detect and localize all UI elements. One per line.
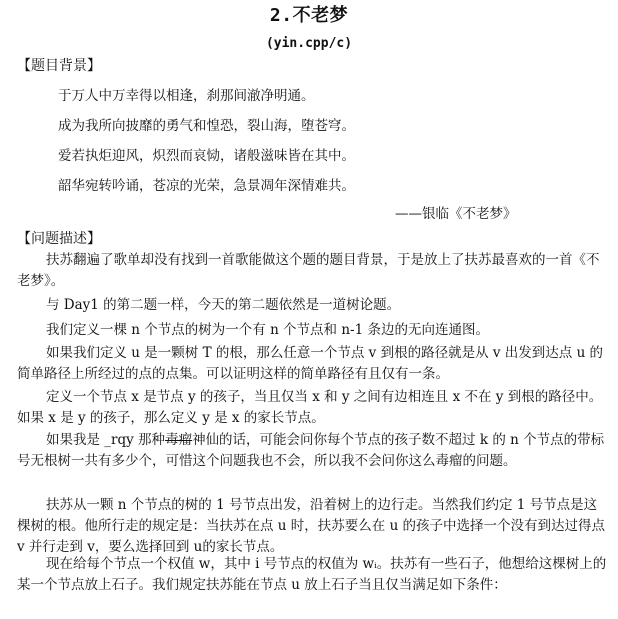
- poem-line: 韶华宛转吟诵，苍凉的光荣，急景凋年深情难共。: [58, 178, 355, 194]
- paragraph: 与 Day1 的第二题一样，今天的第二题依然是一道树论题。: [46, 297, 401, 313]
- paragraph: 现在给每个节点一个权值 w，其中 i 号节点的权值为 wᵢ。扶苏有一些石子，他想给这棵树上的某一个节点放上石子。我们规定扶苏能在节点 u 放上石子当且仅当满足如下条件：: [17, 556, 607, 593]
- problem-filename: (yin.cpp/c): [265, 36, 353, 51]
- background-section-heading: 【题目背景】: [17, 58, 101, 74]
- paragraph: 扶苏从一颗 n 个节点的树的 1 号节点出发，沿着树上的边行走。当然我们约定 1 号节点是这棵树的根。他所行走的规定是：当扶苏在点 u 时，扶苏要么在 u 的孩子中选择一个没有到达过得点 v 并行走到 v，要么选择回到 u的家长节点。: [17, 497, 606, 555]
- poem-attribution: ——银临《不老梦》: [395, 206, 517, 222]
- problem-section-heading: 【问题描述】: [17, 231, 101, 247]
- poem-line: 成为我所向披靡的勇气和惶恐，裂山海，堕苍穹。: [58, 118, 355, 134]
- paragraph: 如果我们定义 u 是一颗树 T 的根，那么任意一个节点 v 到根的路径就是从 v 出发到达点 u 的简单路径上所经过的点的点集。可以证明这样的简单路径有且仅有一条。: [17, 345, 604, 382]
- paragraph: 扶苏翻遍了歌单却没有找到一首歌能做这个题的题目背景，于是放上了扶苏最喜欢的一首《不老梦》。: [17, 252, 600, 289]
- paragraph: 我们定义一棵 n 个节点的树为一个有 n 个节点和 n-1 条边的无向连通图。: [46, 322, 489, 338]
- poem-line: 于万人中万幸得以相逢，刹那间澈净明通。: [58, 88, 315, 104]
- problem-title: 2.不老梦: [269, 5, 349, 26]
- paragraph-text: 如果我是 _rqy 那种: [46, 432, 166, 448]
- poem-line: 爱若执炬迎风，炽烈而哀恸，诸般滋味皆在其中。: [58, 148, 355, 164]
- paragraph: 定义一个节点 x 是节点 y 的孩子，当且仅当 x 和 y 之间有边相连且 x 不在 y 到根的路径中。如果 x 是 y 的孩子，那么定义 y 是 x 的家长节点。: [17, 389, 603, 426]
- struck-text: 毒瘤: [165, 432, 193, 448]
- paragraph: [17, 430, 607, 472]
- paragraph-text: 神仙的话，可能会问你每个节点的孩子数不超过 k 的 n 个节点的带标号无根树一共有多少个，可惜这个问题我也不会，所以我不会问你这么毒瘤的问题。: [17, 432, 605, 469]
